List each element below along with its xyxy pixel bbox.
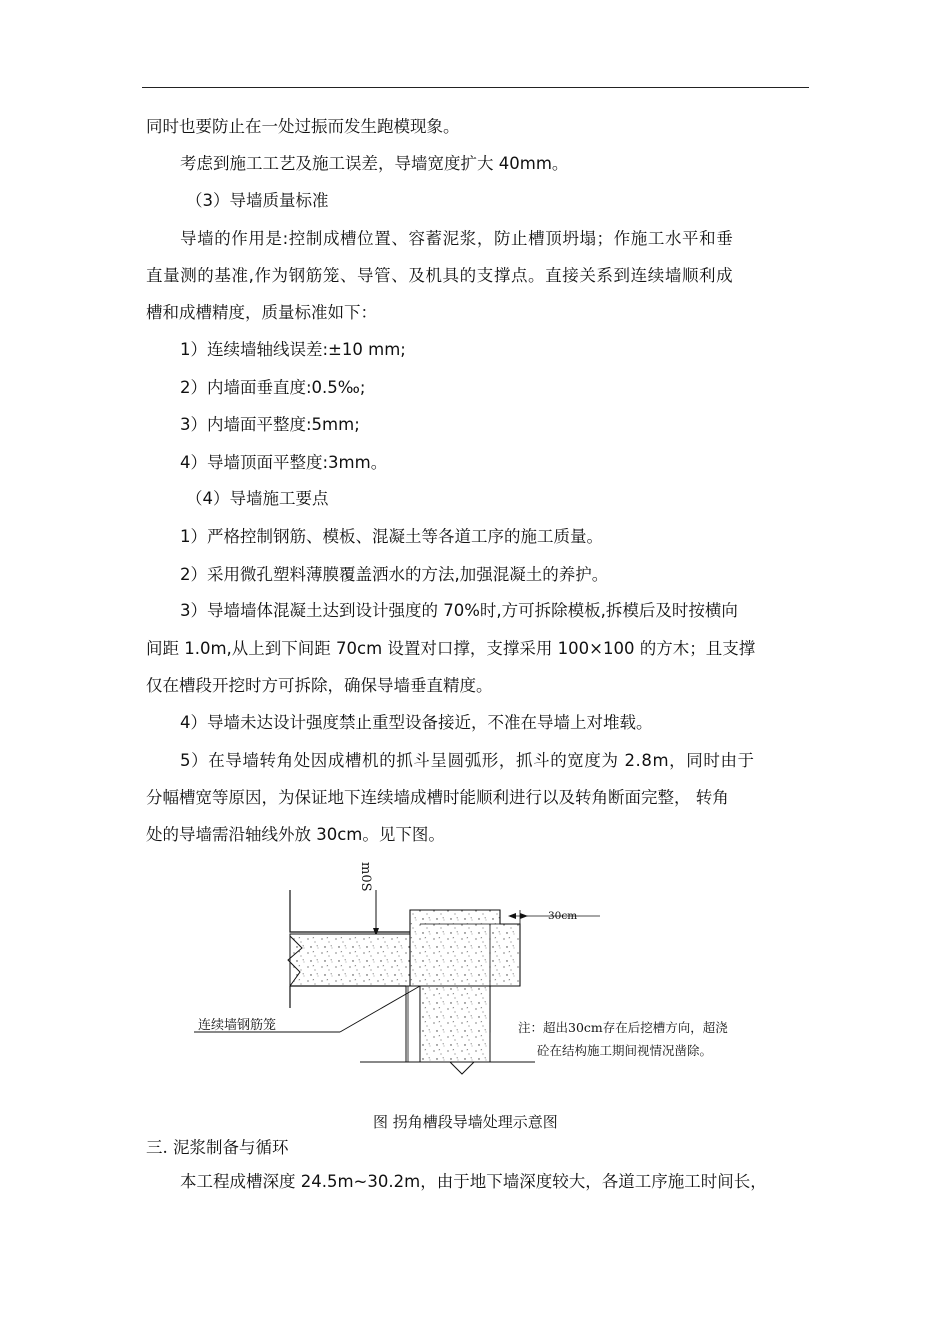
note-line-1: 注：超出30cm存在后挖槽方向，超浇: [518, 1020, 728, 1035]
paragraph-line: 分幅槽宽等原因，为保证地下连续墙成槽时能顺利进行以及转角断面完整， 转角: [146, 788, 729, 807]
section-heading: 三. 泥浆制备与循环: [146, 1138, 289, 1157]
cage-label: 连续墙钢筋笼: [198, 1018, 277, 1033]
list-item: 3）导墙墙体混凝土达到设计强度的 70%时,方可拆除模板,拆模后及时按横向: [180, 601, 738, 620]
paragraph-line: 本工程成槽深度 24.5m~30.2m，由于地下墙深度较大，各道工序施工时间长，: [180, 1172, 767, 1191]
dimension-30cm-label: 30cm: [548, 910, 578, 922]
subheading-4: （4）导墙施工要点: [186, 489, 329, 508]
list-item: 3）内墙面平整度:5mm;: [180, 415, 360, 434]
guide-wall-corner-diagram: [180, 852, 800, 1080]
list-item: 1）严格控制钢筋、模板、混凝土等各道工序的施工质量。: [180, 527, 603, 546]
paragraph-line: 处的导墙需沿轴线外放 30cm。见下图。: [146, 825, 445, 844]
list-item: 2）采用微孔塑料薄膜覆盖洒水的方法,加强混凝土的养护。: [180, 565, 609, 584]
note-line-2: 砼在结构施工期间视情况凿除。: [537, 1043, 713, 1058]
paragraph-line: 导墙的作用是:控制成槽位置、容蓄泥浆，防止槽顶坍塌；作施工水平和垂: [180, 229, 734, 248]
list-item: 2）内墙面垂直度:0.5‰;: [180, 378, 366, 397]
figure-caption: 图 拐角槽段导墙处理示意图: [373, 1113, 558, 1131]
paragraph-line: 间距 1.0m,从上到下间距 70cm 设置对口撑，支撑采用 100×100 的方木；且支撑: [146, 639, 756, 658]
paragraph-line: 同时也要防止在一处过振而发生跑模现象。: [146, 117, 460, 136]
vertical-dimension-label: m0S: [358, 862, 373, 892]
subheading-3: （3）导墙质量标准: [186, 191, 329, 210]
paragraph-line: 仅在槽段开挖时方可拆除，确保导墙垂直精度。: [146, 676, 493, 695]
list-item: 4）导墙顶面平整度:3mm。: [180, 453, 388, 472]
paragraph-line: 直量测的基准,作为钢筋笼、导管、及机具的支撑点。直接关系到连续墙顺利成: [146, 266, 734, 285]
paragraph-line: 槽和成槽精度，质量标准如下：: [146, 303, 377, 322]
paragraph-line: 考虑到施工工艺及施工误差，导墙宽度扩大 40mm。: [180, 154, 569, 173]
header-rule: [142, 87, 809, 88]
list-item: 5）在导墙转角处因成槽机的抓斗呈圆弧形，抓斗的宽度为 2.8m，同时由于: [180, 751, 755, 770]
vertical-guide-wall: [420, 986, 490, 1062]
list-item: 4）导墙未达设计强度禁止重型设备接近，不准在导墙上对堆载。: [180, 713, 653, 732]
list-item: 1）连续墙轴线误差:±10 mm;: [180, 340, 406, 359]
left-wall-outline: [290, 890, 420, 932]
